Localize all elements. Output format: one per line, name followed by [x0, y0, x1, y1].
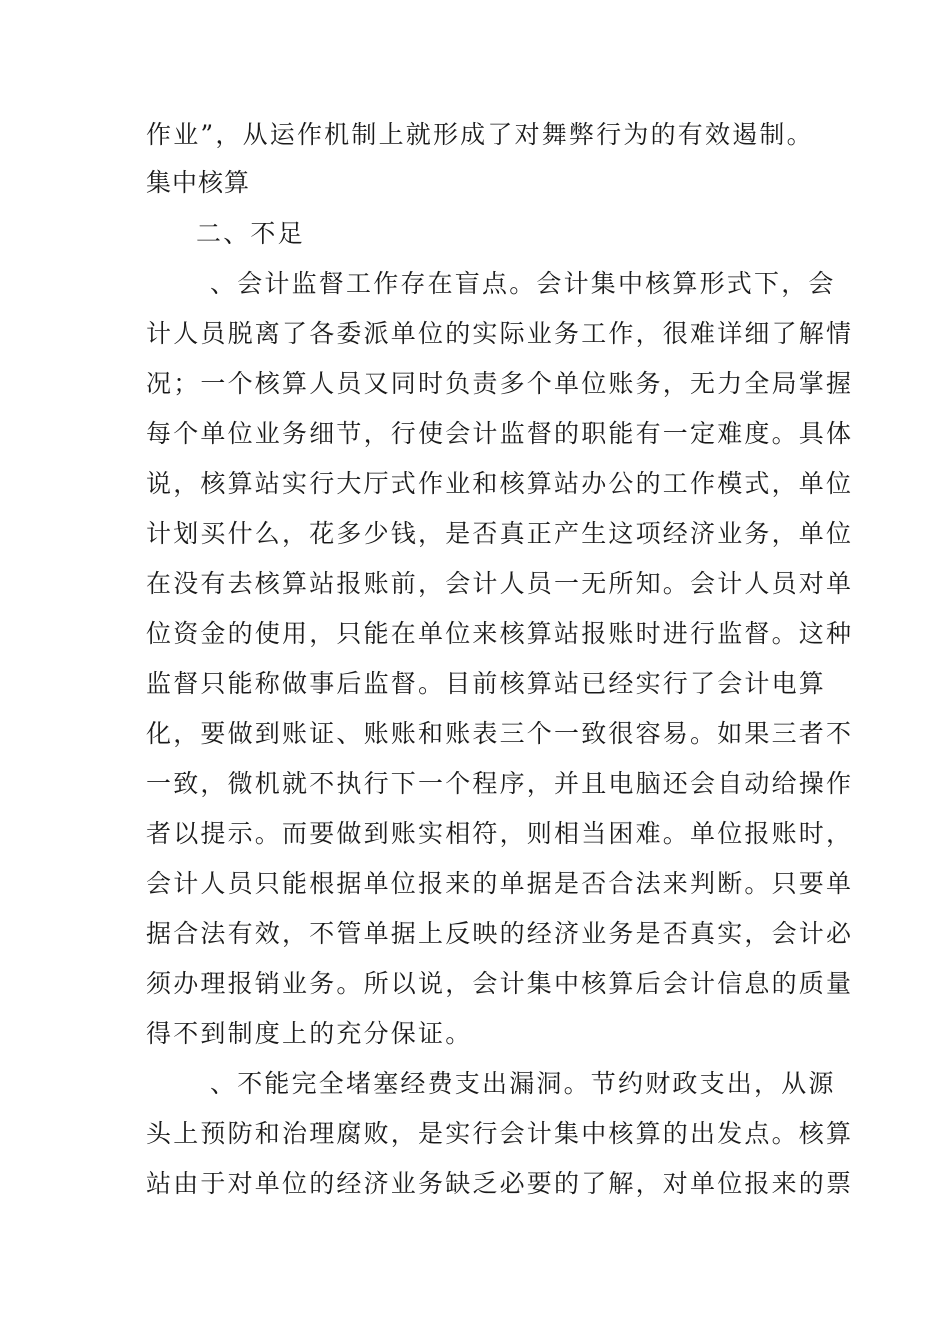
- paragraph-line-13: 化，要做到账证、账账和账表三个一致很容易。如果三者不: [146, 719, 854, 748]
- paragraph-line-4: 、会计监督工作存在盲点。会计集中核算形式下，会: [210, 269, 836, 298]
- paragraph-line-17: 据合法有效，不管单据上反映的经济业务是否真实，会计必: [146, 919, 854, 948]
- paragraph-line-9: 计划买什么，花多少钱，是否真正产生这项经济业务，单位: [146, 519, 854, 548]
- paragraph-line-14: 一致，微机就不执行下一个程序，并且电脑还会自动给操作: [146, 769, 854, 798]
- paragraph-line-19: 得不到制度上的充分保证。: [146, 1019, 473, 1048]
- paragraph-line-11: 位资金的使用，只能在单位来核算站报账时进行监督。这种: [146, 619, 854, 648]
- paragraph-line-6: 况；一个核算人员又同时负责多个单位账务，无力全局掌握: [146, 369, 854, 398]
- paragraph-line-8: 说，核算站实行大厅式作业和核算站办公的工作模式，单位: [146, 469, 854, 498]
- paragraph-line-21: 头上预防和治理腐败，是实行会计集中核算的出发点。核算: [146, 1119, 854, 1148]
- paragraph-line-16: 会计人员只能根据单位报来的单据是否合法来判断。只要单: [146, 869, 854, 898]
- paragraph-line-22: 站由于对单位的经济业务缺乏必要的了解，对单位报来的票: [146, 1169, 854, 1198]
- section-heading-deficiencies: 二、不足: [196, 219, 305, 248]
- paragraph-line-18: 须办理报销业务。所以说，会计集中核算后会计信息的质量: [146, 969, 854, 998]
- paragraph-line-7: 每个单位业务细节，行使会计监督的职能有一定难度。具体: [146, 419, 854, 448]
- paragraph-line-15: 者以提示。而要做到账实相符，则相当困难。单位报账时，: [146, 819, 854, 848]
- paragraph-line-5: 计人员脱离了各委派单位的实际业务工作，很难详细了解情: [146, 319, 854, 348]
- section-heading: 集中核算: [146, 168, 251, 197]
- paragraph-line-1: 作业”，从运作机制上就形成了对舞弊行为的有效遏制。: [146, 120, 814, 149]
- paragraph-line-12: 监督只能称做事后监督。目前核算站已经实行了会计电算: [146, 669, 827, 698]
- paragraph-line-10: 在没有去核算站报账前，会计人员一无所知。会计人员对单: [146, 569, 854, 598]
- paragraph-line-20: 、不能完全堵塞经费支出漏洞。节约财政支出，从源: [210, 1069, 836, 1098]
